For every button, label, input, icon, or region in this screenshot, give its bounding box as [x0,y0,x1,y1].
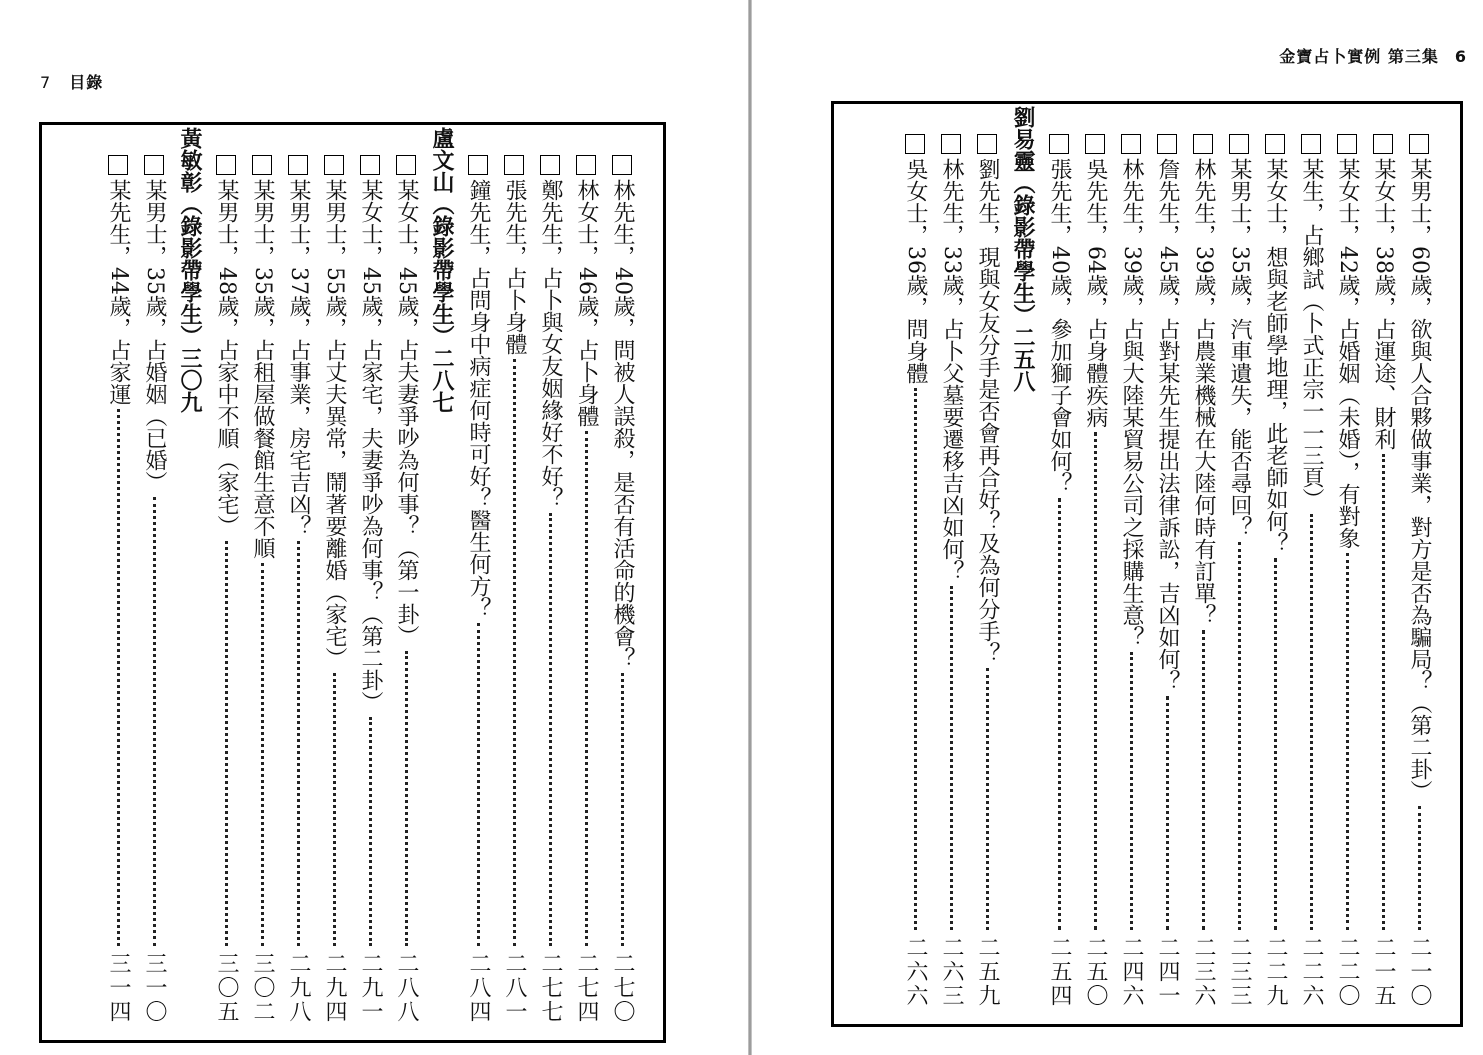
toc-entry [569,155,603,1024]
entry-title: 某男士，37歲，占事業，房宅吉凶？ [286,179,311,537]
entry-title: 某男士，35歲，占租屋做餐館生意不順 [250,179,275,559]
checkbox-square-icon [1229,134,1249,154]
dot-leader [261,563,264,946]
right-toc-list [858,106,1436,1008]
dot-leader [1058,498,1061,930]
entry-title: 某男士，35歲，占婚姻（已婚） [142,179,167,493]
entry-page-number: 二七四 [574,952,599,1024]
dot-leader [1274,558,1277,930]
checkbox-square-icon [540,155,560,175]
entry-title: 某男士，48歲，占家中不順（家宅） [214,179,239,537]
checkbox-square-icon [468,155,488,175]
entry-title: 林先生，40歲，問被人誤殺，是否有活命的機會？ [610,179,635,669]
checkbox-square-icon [1121,134,1141,154]
toc-entry [1294,134,1328,1008]
entry-title: 某男士，35歲，汽車遺失，能否尋回？ [1227,158,1252,538]
dot-leader [225,541,228,946]
checkbox-square-icon [1337,134,1357,154]
entry-page-number: 二八七 [429,347,455,413]
left-toc-frame [39,122,666,1043]
dot-leader [153,497,156,946]
entry-page-number: 二三六 [1191,936,1216,1008]
entry-page-number: 二一五 [1371,936,1396,1008]
entry-page-number: 二二〇 [1335,936,1360,1008]
left-section-title: 目錄 [69,73,104,92]
checkbox-square-icon [1409,134,1429,154]
toc-entry [970,134,1004,1008]
entry-title: 某男士，55歲，占丈夫異常，鬧著要離婚（家宅） [322,179,347,669]
toc-entry [1366,134,1400,1008]
dot-leader [950,586,953,930]
toc-entry [209,155,243,1024]
checkbox-square-icon [1265,134,1285,154]
entry-title: 某女士，42歲，占婚姻（未婚），有對象 [1335,158,1360,549]
checkbox-square-icon [144,155,164,175]
checkbox-square-icon [504,155,524,175]
entry-title: 吳先生，64歲，占身體疾病 [1083,158,1108,428]
checkbox-square-icon [1049,134,1069,154]
toc-entry [1258,134,1292,1008]
toc-entry [1114,134,1148,1008]
section-title: 盧文山（錄影帶學生） [429,127,455,347]
dot-leader [117,409,120,946]
checkbox-square-icon [252,155,272,175]
toc-entry [353,155,387,1024]
entry-title: 林先生，39歲，占農業機械在大陸何時有訂單？ [1191,158,1216,626]
entry-page-number: 二五四 [1047,936,1072,1008]
dot-leader [1346,553,1349,930]
entry-page-number: 二九一 [358,952,383,1024]
checkbox-square-icon [108,155,128,175]
entry-page-number: 二四六 [1119,936,1144,1008]
toc-section-heading [173,127,207,1024]
checkbox-square-icon [576,155,596,175]
dot-leader [297,541,300,946]
toc-entry [605,155,639,1024]
right-toc-frame [831,101,1463,1027]
toc-entry [934,134,968,1008]
toc-entry [1186,134,1220,1008]
toc-entry [245,155,279,1024]
left-page-header [40,70,103,93]
entry-title: 某女士，38歲，占運途、財利 [1371,158,1396,450]
dot-leader [1166,696,1169,930]
dot-leader [1094,432,1097,930]
entry-page-number: 三一〇 [142,952,167,1024]
book-title: 金寶占卜實例 第三集 [1279,47,1439,66]
dot-leader [369,717,372,946]
checkbox-square-icon [1157,134,1177,154]
checkbox-square-icon [216,155,236,175]
checkbox-square-icon [288,155,308,175]
entry-page-number: 二九四 [322,952,347,1024]
entry-page-number: 二一〇 [1407,936,1432,1008]
dot-leader [513,359,516,946]
checkbox-square-icon [1301,134,1321,154]
right-page [752,0,1483,1055]
toc-entry [1330,134,1364,1008]
checkbox-square-icon [612,155,632,175]
left-page-number: 7 [40,73,52,92]
toc-entry [497,155,531,1024]
entry-title: 林先生，39歲，占與大陸某貿易公司之採購生意？ [1119,158,1144,648]
entry-page-number: 二七七 [538,952,563,1024]
entry-page-number: 三〇二 [250,952,275,1024]
section-title: 黃敏彰（錄影帶學生） [177,127,203,347]
toc-entry [1078,134,1112,1008]
toc-entry [533,155,567,1024]
entry-title: 鐘先生，占問身中病症何時可好？醫生何方？ [466,179,491,619]
section-title: 劉易靈（錄影帶學生） [1010,106,1036,326]
checkbox-square-icon [1373,134,1393,154]
checkbox-square-icon [977,134,997,154]
entry-page-number: 二三三 [1227,936,1252,1008]
entry-page-number: 二五〇 [1083,936,1108,1008]
right-page-number: 6 [1454,47,1467,66]
entry-page-number: 三〇五 [214,952,239,1024]
toc-section-heading [425,127,459,1024]
entry-page-number: 二八四 [466,952,491,1024]
checkbox-square-icon [1085,134,1105,154]
dot-leader [405,651,408,946]
entry-page-number: 二四一 [1155,936,1180,1008]
toc-entry [101,155,135,1024]
entry-title: 某女士，45歲，占夫妻爭吵為何事？（第一卦） [394,179,419,647]
dot-leader [549,513,552,946]
entry-title: 某女士，45歲，占家宅，夫妻爭吵為何事？（第二卦） [358,179,383,713]
entry-page-number: 二八一 [502,952,527,1024]
entry-page-number: 二九八 [286,952,311,1024]
checkbox-square-icon [941,134,961,154]
left-toc-list [72,127,639,1024]
entry-page-number: 二八八 [394,952,419,1024]
checkbox-square-icon [905,134,925,154]
entry-title: 某先生，44歲，占家運 [106,179,131,405]
checkbox-square-icon [360,155,380,175]
entry-title: 張先生，40歲，參加獅子會如何？ [1047,158,1072,494]
entry-title: 林先生，33歲，占卜父墓要遷移吉凶如何？ [939,158,964,582]
entry-page-number: 二二九 [1263,936,1288,1008]
dot-leader [1202,630,1205,930]
entry-title: 某男士，60歲，欲與人合夥做事業，對方是否為騙局？（第二卦） [1407,158,1432,802]
entry-page-number: 三〇九 [177,347,203,413]
dot-leader [1310,514,1313,930]
toc-entry [898,134,932,1008]
dot-leader [1382,454,1385,930]
toc-entry [1150,134,1184,1008]
checkbox-square-icon [324,155,344,175]
toc-entry [137,155,171,1024]
entry-title: 劉先生，現與女友分手是否會再合好？及為何分手？ [975,158,1000,664]
entry-title: 鄭先生，占卜與女友姻緣好不好？ [538,179,563,509]
entry-title: 某生，占鄉試（卜式正宗一一三頁） [1299,158,1324,510]
dot-leader [333,673,336,946]
dot-leader [1418,806,1421,930]
checkbox-square-icon [1193,134,1213,154]
entry-title: 某女士，想與老師學地理，此老師如何？ [1263,158,1288,554]
entry-title: 詹先生，45歲，占對某先生提出法律訴訟，吉凶如何？ [1155,158,1180,692]
entry-page-number: 二五八 [1010,326,1036,392]
entry-title: 林女士，46歲，占卜身體 [574,179,599,427]
entry-page-number: 二二六 [1299,936,1324,1008]
toc-entry [317,155,351,1024]
checkbox-square-icon [396,155,416,175]
entry-page-number: 二七〇 [610,952,635,1024]
entry-title: 吳女士，36歲，問身體 [903,158,928,384]
dot-leader [621,673,624,946]
toc-entry [281,155,315,1024]
toc-section-heading [1006,106,1040,1008]
dot-leader [914,388,917,930]
entry-page-number: 二五九 [975,936,1000,1008]
right-page-header [1279,44,1467,67]
dot-leader [585,431,588,946]
dot-leader [1238,542,1241,930]
entry-page-number: 三一四 [106,952,131,1024]
toc-entry [461,155,495,1024]
dot-leader [1130,652,1133,930]
toc-entry [389,155,423,1024]
toc-entry [1402,134,1436,1008]
dot-leader [477,623,480,946]
dot-leader [986,668,989,930]
toc-entry [1222,134,1256,1008]
toc-entry [1042,134,1076,1008]
entry-page-number: 二六六 [903,936,928,1008]
entry-page-number: 二六三 [939,936,964,1008]
entry-title: 張先生，占卜身體 [502,179,527,355]
